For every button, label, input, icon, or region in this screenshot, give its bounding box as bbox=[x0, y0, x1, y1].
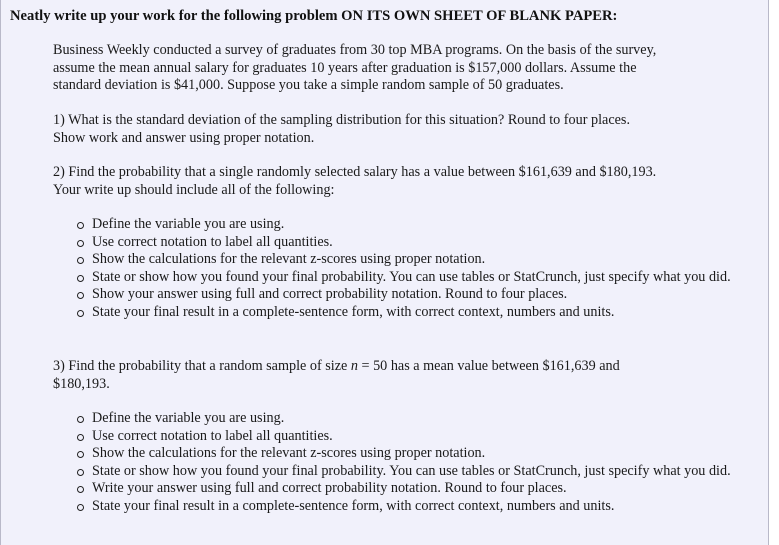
intro-line: assume the mean annual salary for graduates 10 years after graduation is $157,000 dollars. Assume the bbox=[53, 59, 637, 76]
question-2-task-list bbox=[53, 216, 758, 321]
task-item: Write your answer using full and correct probability notation. Round to four places. bbox=[53, 480, 758, 498]
bullet-icon bbox=[77, 469, 84, 476]
bullet-icon bbox=[77, 257, 84, 264]
intro-line: Business Weekly conducted a survey of graduates from 30 top MBA programs. On the basis of the survey, bbox=[53, 42, 657, 58]
intro-line: standard deviation is $41,000. Suppose you take a simple random sample of 50 graduates. bbox=[53, 77, 564, 93]
bullet-icon bbox=[77, 275, 84, 282]
task-item: Use correct notation to label all quantities. bbox=[53, 428, 758, 446]
task-item: State your final result in a complete-sentence form, with correct context, numbers and units. bbox=[53, 304, 758, 322]
question-3-task-list bbox=[53, 410, 758, 515]
task-item: State your final result in a complete-sentence form, with correct context, numbers and units. bbox=[53, 498, 758, 516]
task-item: Show the calculations for the relevant z-scores using proper notation. bbox=[53, 445, 758, 463]
bullet-icon bbox=[77, 240, 84, 247]
bullet-icon bbox=[77, 434, 84, 441]
bullet-icon bbox=[77, 310, 84, 317]
task-item: Show the calculations for the relevant z-scores using proper notation. bbox=[53, 251, 758, 269]
task-item: State or show how you found your final probability. You can use tables or StatCrunch, just specify what you did. bbox=[53, 269, 758, 287]
bullet-icon bbox=[77, 504, 84, 511]
question-3-line: 3) Find the probability that a random sample of size n = 50 has a mean value between $161,639 and bbox=[53, 358, 620, 374]
bullet-icon bbox=[77, 486, 84, 493]
question-3-line: $180,193. bbox=[53, 375, 110, 392]
bullet-icon bbox=[77, 451, 84, 458]
bullet-icon bbox=[77, 222, 84, 229]
bullet-icon bbox=[77, 416, 84, 423]
task-item: State or show how you found your final probability. You can use tables or StatCrunch, just specify what you did. bbox=[53, 463, 758, 481]
bullet-icon bbox=[77, 292, 84, 299]
question-1-line: Show work and answer using proper notation. bbox=[53, 129, 315, 146]
question-1 bbox=[53, 112, 758, 147]
task-item: Define the variable you are using. bbox=[53, 216, 758, 234]
question-2-line: Your write up should include all of the following: bbox=[53, 181, 335, 198]
instructions-heading: Neatly write up your work for the following problem ON ITS OWN SHEET OF BLANK PAPER: bbox=[10, 8, 618, 24]
task-item: Use correct notation to label all quantities. bbox=[53, 234, 758, 252]
question-2-line: 2) Find the probability that a single randomly selected salary has a value between $161,639 and $180,193. bbox=[53, 164, 657, 180]
question-1-line: 1) What is the standard deviation of the sampling distribution for this situation? Round to four places. bbox=[53, 112, 630, 128]
question-2 bbox=[53, 164, 758, 199]
intro-paragraph bbox=[53, 42, 758, 95]
task-item: Show your answer using full and correct probability notation. Round to four places. bbox=[53, 286, 758, 304]
task-item: Define the variable you are using. bbox=[53, 410, 758, 428]
sample-size-variable: n bbox=[350, 358, 358, 374]
question-3 bbox=[53, 358, 758, 393]
